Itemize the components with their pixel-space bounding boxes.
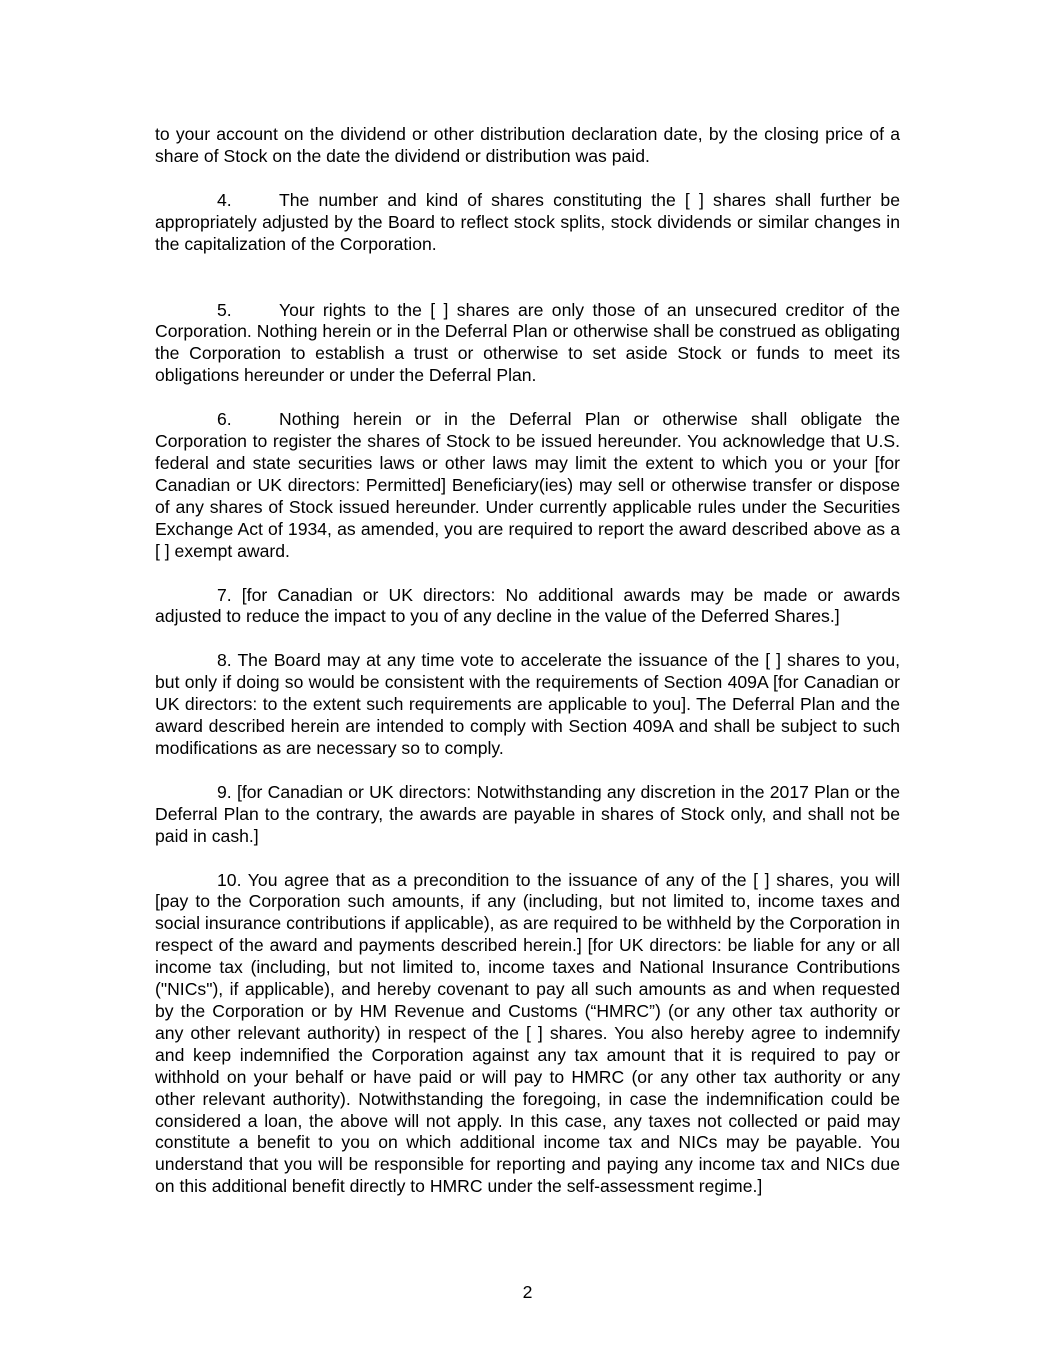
continuation-paragraph: to your account on the dividend or other distribution declaration date, by the closing price of a share of Stock on the date the dividend or distribution was paid. xyxy=(155,124,900,166)
paragraph-text: [for Canadian or UK directors: Notwithstanding any discretion in the 2017 Plan or the Deferral Plan to the contrary, the awards are payable in shares of Stock only, and shall not be paid in cash.] xyxy=(155,781,900,846)
paragraph-6 xyxy=(155,409,900,562)
paragraph-text: [for Canadian or UK directors: No additional awards may be made or awards adjusted to reduce the impact to you of any decline in the value of the Deferred Shares.] xyxy=(155,584,900,627)
paragraph-10 xyxy=(155,870,900,1199)
paragraph-7 xyxy=(155,585,900,629)
paragraph-number: 6. xyxy=(217,409,232,430)
paragraph-text: The number and kind of shares constituting the [ ] shares shall further be appropriately adjusted by the Board to reflect stock splits, stock dividends or similar changes in the capitalization of the Corporation. xyxy=(155,189,900,254)
page-number: 2 xyxy=(522,1282,533,1302)
paragraph-number: 5. xyxy=(217,299,232,320)
paragraph-text: Your rights to the [ ] shares are only those of an unsecured creditor of the Corporation. Nothing herein or in the Deferral Plan or otherwise shall be construed as obligating the Corporation to establish a trust or otherwise to set aside Stock or funds to meet its obligations hereunder or under the Deferral Plan. xyxy=(155,299,900,386)
paragraph-number: 10. xyxy=(217,869,242,890)
paragraph-number: 7. xyxy=(217,584,232,605)
paragraph-9 xyxy=(155,782,900,848)
paragraph-number: 8. xyxy=(217,650,232,671)
paragraph-4 xyxy=(155,190,900,256)
paragraph-5 xyxy=(155,300,900,388)
paragraph-number: 9. xyxy=(217,781,232,802)
paragraph-8 xyxy=(155,650,900,760)
paragraph-text: You agree that as a precondition to the issuance of any of the [ ] shares, you will [pay to the Corporation such amounts, if any (including, but not limited to, income taxes and social insurance contributions if applicable), as are required to be withheld by the Corporation in respect of the award and payments described herein.] [for UK directors: be liable for any or all income tax (including, but not limited to, income taxes and National Insurance Contributions ("NICs"), if applicable), and hereby covenant to pay all such amounts as and when requested by the Corporation or by HM Revenue and Customs (“HMRC”) (or any other tax authority or any other relevant authority) in respect of the [ ] shares. You also hereby agree to indemnify and keep indemnified the Corporation against any tax amount that it is required to pay or withhold on your behalf or have paid or will pay to HMRC (or any other tax authority or any other relevant authority). Notwithstanding the foregoing, in case the indemnification could be considered a loan, the above will not apply. In this case, any taxes not collected or paid may constitute a benefit to you on which additional income tax and NICs may be payable. You understand that you will be responsible for reporting and paying any income tax and NICs due on this additional benefit directly to HMRC under the self-assessment regime.] xyxy=(155,869,900,1197)
document-body xyxy=(155,124,900,1198)
paragraph-number: 4. xyxy=(217,189,232,210)
paragraph-text: The Board may at any time vote to accelerate the issuance of the [ ] shares to you, but only if doing so would be consistent with the requirements of Section 409A [for Canadian or UK directors: to the extent such requirements are applicable to you]. The Deferral Plan and the award described herein are intended to comply with Section 409A and shall be subject to such modifications as are necessary so to comply. xyxy=(155,650,900,758)
paragraph-text: Nothing herein or in the Deferral Plan or otherwise shall obligate the Corporation to register the shares of Stock to be issued hereunder. You acknowledge that U.S. federal and state securities laws or other laws may limit the extent to which you or your [for Canadian or UK directors: Permitted] Beneficiary(ies) may sell or otherwise transfer or dispose of any shares of Stock issued hereunder. Under currently applicable rules under the Securities Exchange Act of 1934, as amended, you are required to report the award described above as a [ ] exempt award. xyxy=(155,409,900,561)
